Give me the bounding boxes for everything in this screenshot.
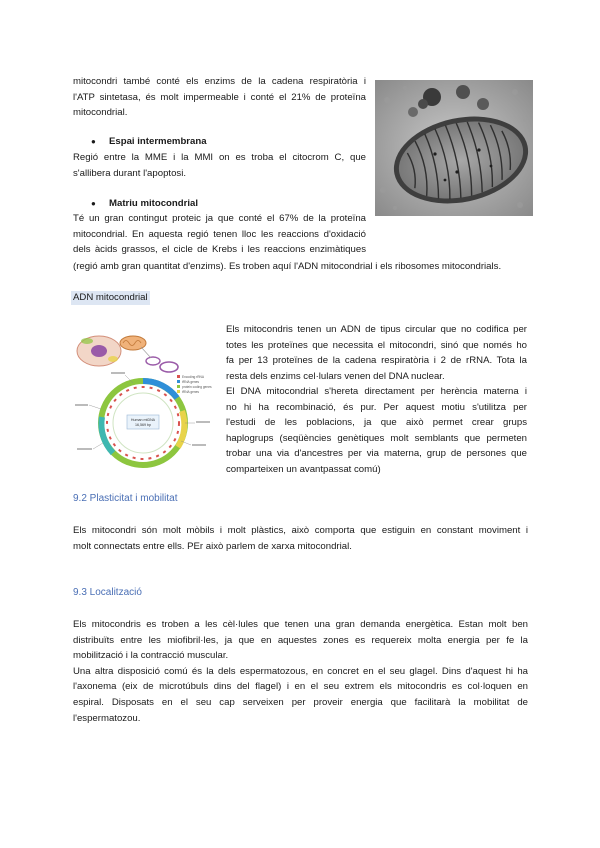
heading-text: ADN mitocondrial	[73, 292, 148, 303]
text-line: Una altra disposició comú és la dels espermatozous, en concret en el seu glagel. Dins d'aquest hi ha	[73, 665, 528, 677]
legend-item: tRNA genes	[182, 380, 200, 384]
text-line: Els mitocondris es troben a les cèl·lules que tenen una gran demanda energètica. Estan molt ben	[73, 619, 528, 630]
legend-item: tRNA genes	[182, 390, 200, 394]
section-title: Matriu mitocondrial	[109, 198, 199, 209]
text-line: l'ATP sintetasa, és molt impermeable i conté el 21% de proteïna	[73, 91, 366, 103]
text-line: totes les proteïnes que necessita el mitocondri, sinó que només ho	[226, 339, 527, 351]
text-line: Té un gran contingut proteic ja que conté el 67% de la proteïna	[73, 213, 366, 224]
espai-paragraph	[73, 150, 366, 181]
bullet-espai-intermembrana	[91, 134, 207, 150]
matriu-paragraph	[73, 211, 366, 258]
matriu-last-line	[73, 259, 533, 275]
section-title: Espai intermembrana	[109, 136, 207, 147]
text-line: mobilització i la contracció muscular.	[73, 650, 229, 662]
text-line: Els mitocondris tenen un ADN de tipus circular que no codifica per	[226, 324, 527, 335]
text-line: s'allibera durant l'apoptosi.	[73, 167, 186, 179]
text-line: trobar una via d'ancestres per via materna, grup de persones que	[226, 448, 527, 460]
mtdna-diagram	[73, 325, 223, 475]
text-line: comparteixen un avantpassat comú)	[226, 463, 381, 475]
text-line: dels àcids grassos, el cicle de Krebs i les reaccions enzimàtiques	[73, 244, 366, 256]
text-line: fa per 13 proteïnes de la cadena respiratòria i 2 de rRNA. Tota la	[226, 355, 527, 367]
text-line: resta dels enzims cel·lulars venen del DNA nuclear.	[226, 370, 445, 382]
diagram-center-bottom: 16,569 bp	[135, 423, 151, 427]
intro-paragraph	[73, 74, 366, 121]
text-line: mitocondri també conté els enzims de la cadena respiratòria i	[73, 76, 366, 87]
text-line: Els mitocondri són molt mòbils i molt plàstics, això comporta que estiguin en constant moviment i	[73, 525, 528, 536]
text-line: molt connectats entre ells. PEr això parlem de xarxa mitocondrial.	[73, 540, 352, 552]
section-heading-plasticitat: 9.2 Plasticitat i mobilitat	[73, 493, 178, 504]
section-heading-localitzacio: 9.3 Localització	[73, 587, 142, 598]
text-line: El DNA mitocondrial s'hereta directament per herència materna i	[226, 386, 527, 397]
text-line: (regió amb gran quantitat d'enzims). Es troben aquí l'ADN mitocondrial i els ribosomes mitocondrials.	[73, 261, 502, 272]
text-line: espiral. Disposats en el seu cap serveixen per proveir energia que facilitarà la mobilitat de	[73, 696, 528, 708]
text-line: Regió entre la MME i la MMI on es troba el citocrom C, que	[73, 152, 366, 163]
legend-item: protein coding genes	[182, 385, 212, 389]
adn-heading	[71, 290, 150, 306]
text-line: no hi ha recombinació, és pur. Per aquest motiu s'utilitza per	[226, 401, 527, 413]
bullet-icon: ●	[91, 199, 96, 208]
text-line: l'espermatozou.	[73, 712, 141, 724]
text-line: l'estudi de les poblacions, ja que això permet crear grups	[226, 417, 527, 429]
localitzacio-paragraph	[73, 617, 528, 726]
diagram-center-top: Human mtDNA	[130, 418, 156, 422]
plasticitat-paragraph	[73, 523, 528, 554]
legend-item: Encoding rRNA	[182, 375, 204, 379]
text-line: haplogrups (seqüències genètiques molt semblants que permeten	[226, 432, 527, 444]
mitochondrion-micrograph	[375, 80, 533, 216]
text-line: distribuïts entre les miofibril·les, ja que en aquestes zones es requereix molta energia per fe la	[73, 634, 528, 646]
adn-paragraph-1	[226, 322, 527, 384]
text-line: l'axonema (eix de microtúbuls dins del flagel) i en el seu extrem els mitocondris es col·loquen en	[73, 681, 528, 693]
bullet-matriu-mitocondrial	[91, 196, 198, 212]
text-line: mitocondrial. En aquesta regió tenen lloc les reaccions d'oxidació	[73, 228, 366, 240]
bullet-icon: ●	[91, 137, 96, 146]
adn-paragraph-2	[226, 384, 527, 478]
text-line: mitocondrial.	[73, 107, 128, 119]
